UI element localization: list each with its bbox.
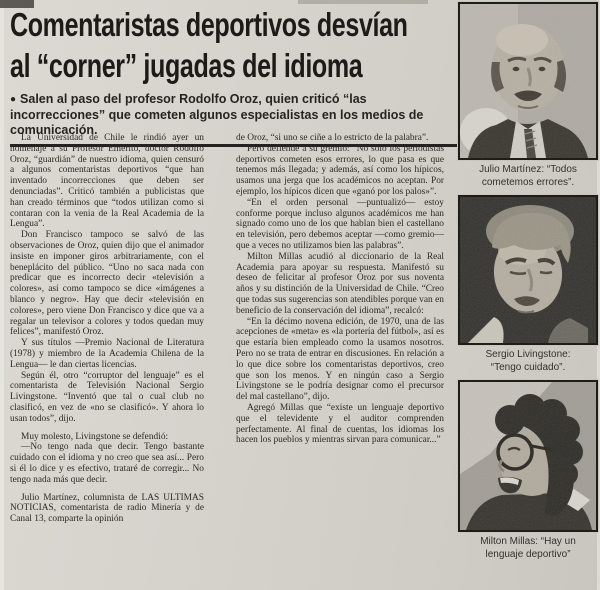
portrait-julio-martinez [460, 4, 596, 158]
article-body [10, 133, 450, 525]
paragraph: de Oroz, “si uno se ciñe a lo estricto de la palabra”. [236, 133, 429, 143]
paragraph: Muy molesto, Livingstone se defendió: [21, 431, 169, 442]
photo-caption: Sergio Livingstone: “Tengo cuidado”. [485, 349, 571, 373]
paragraph: —No tengo nada que decir. Tengo bastante cuidado con el idioma y no creo que sea así... Pero si él lo dice y es efectivo, trataré de corregir... No tengo nada más que decir. [10, 442, 204, 485]
headline-line: al “corner” jugadas del idioma [10, 47, 363, 84]
photo-caption: Julio Martínez: “Todos cometemos errores”. [479, 164, 577, 188]
bullet-icon: ● [10, 94, 17, 105]
photo-frame [458, 195, 598, 345]
paragraph: Pero defiende a su gremio: “No sólo los periodistas deportivos cometen esos errores, lo que pasa es que tenemos más llegada; y además, así como los hípicos, usamos una jerga que los académicos no aceptan. Por ejemplo, los hípicos dicen que «ganó por los palos»”. [236, 143, 444, 197]
paragraph: La Universidad de Chile le rindió ayer un homenaje a su Profesor Emérito, doctor Rodolfo Oroz, “guardián” de nuestro idioma, quien censuró a algunos comentaristas deportivos “que han inventado incorrecciones que deben ser denunciadas”. Criticó también a publicistas que han creado términos que “todos utilizan como si contaran con la venia de la Real Academia de la Lengua”. [10, 133, 204, 230]
photo-column [458, 2, 598, 567]
paragraph: “En la décimo novena edición, de 1970, una de las acepciones de «meta» es «la portería del fútbol», así es que estaría bien empleado como la usamos nosotros. Pero no se trata de entrar en discusiones. En relación a lo que dice sobre los comentaristas deportivos, creo que son los menos. Y en ningún caso a Sergio Livingstone se le podría designar como el precursor del mal castellano”, dijo. [236, 316, 444, 403]
paragraph: Julio Martínez, columnista de LAS ULTIMAS NOTICIAS, comentarista de radio Minería y de Canal 13, comparte la opinión [10, 492, 204, 525]
photo-sergio-livingstone [458, 195, 598, 374]
paragraph: Y sus títulos —Premio Nacional de Literatura (1978) y miembro de la Academia Chilena de la Lengua— le dan ciertas licencias. [10, 338, 204, 370]
headline [10, 4, 408, 86]
article-header [10, 4, 470, 147]
subhead-text: Salen al paso del profesor Rodolfo Oroz, quien criticó “las incorrecciones” que cometen algunos especialistas en los medios de comunicación. [10, 92, 424, 137]
paragraph: Don Francisco tampoco se salvó de las observaciones de Oroz, quien dijo que el animador insiste en imponer giros arbitrariamente, con el beneplácito del público. “Uno no saca nada con predicar que es incorrecto decir «televisión a colores», así como tampoco se dice «imágenes a blanco y negro». Hay que decir «televisión en colores», pero viene Don Francisco y dice que va a regalar un televisor a colores y todos quedan muy felices”, manifestó Oroz. [10, 230, 204, 338]
photo-milton-millas [458, 380, 598, 561]
paragraph: “En el orden personal —puntualizó— estoy conforme porque incluso algunos académicos me han signado como uno de los que hablan bien el castellano en televisión, pero debemos aceptar —como gremio— que a veces no utilizamos bien las palabras”. [236, 197, 444, 251]
photo-caption: Milton Millas: “Hay un lenguaje deportivo” [480, 536, 576, 560]
paragraph: Agregó Millas que “existe un lenguaje deportivo que el televidente y el auditor comprenden perfectamente. Al final de cuentas, los idiomas los hacen los pueblos y mientras sirvan para comunicar...” [236, 402, 444, 446]
portrait-sergio-livingstone [460, 197, 596, 343]
text-column-1 [10, 133, 204, 525]
headline-line: Comentaristas deportivos desvían [10, 6, 408, 43]
photo-frame [458, 380, 598, 532]
paragraph: Según él, otro “corruptor del lenguaje” es el comentarista de Televisión Nacional Sergio Livingstone. “Inventó que tal o cual club no clasificó, en vez de «no se clasificó». Y ahora lo usan todos”, dijo. [10, 370, 204, 424]
portrait-milton-millas [460, 382, 596, 530]
photo-frame [458, 2, 598, 160]
photo-julio-martinez [458, 2, 598, 189]
text-column-2 [236, 133, 444, 525]
paragraph: Milton Millas acudió al diccionario de la Real Academia para apoyar su respuesta. Manifestó su deseo de felicitar al profesor Oroz por sus noventa años y su distinción de la Universidad de Chile. “Creo que todas sus sugerencias son atendibles porque van en beneficio de la conservación del idioma”, recalcó: [236, 251, 444, 316]
subhead [10, 92, 460, 139]
paper-left-margin [0, 0, 4, 590]
